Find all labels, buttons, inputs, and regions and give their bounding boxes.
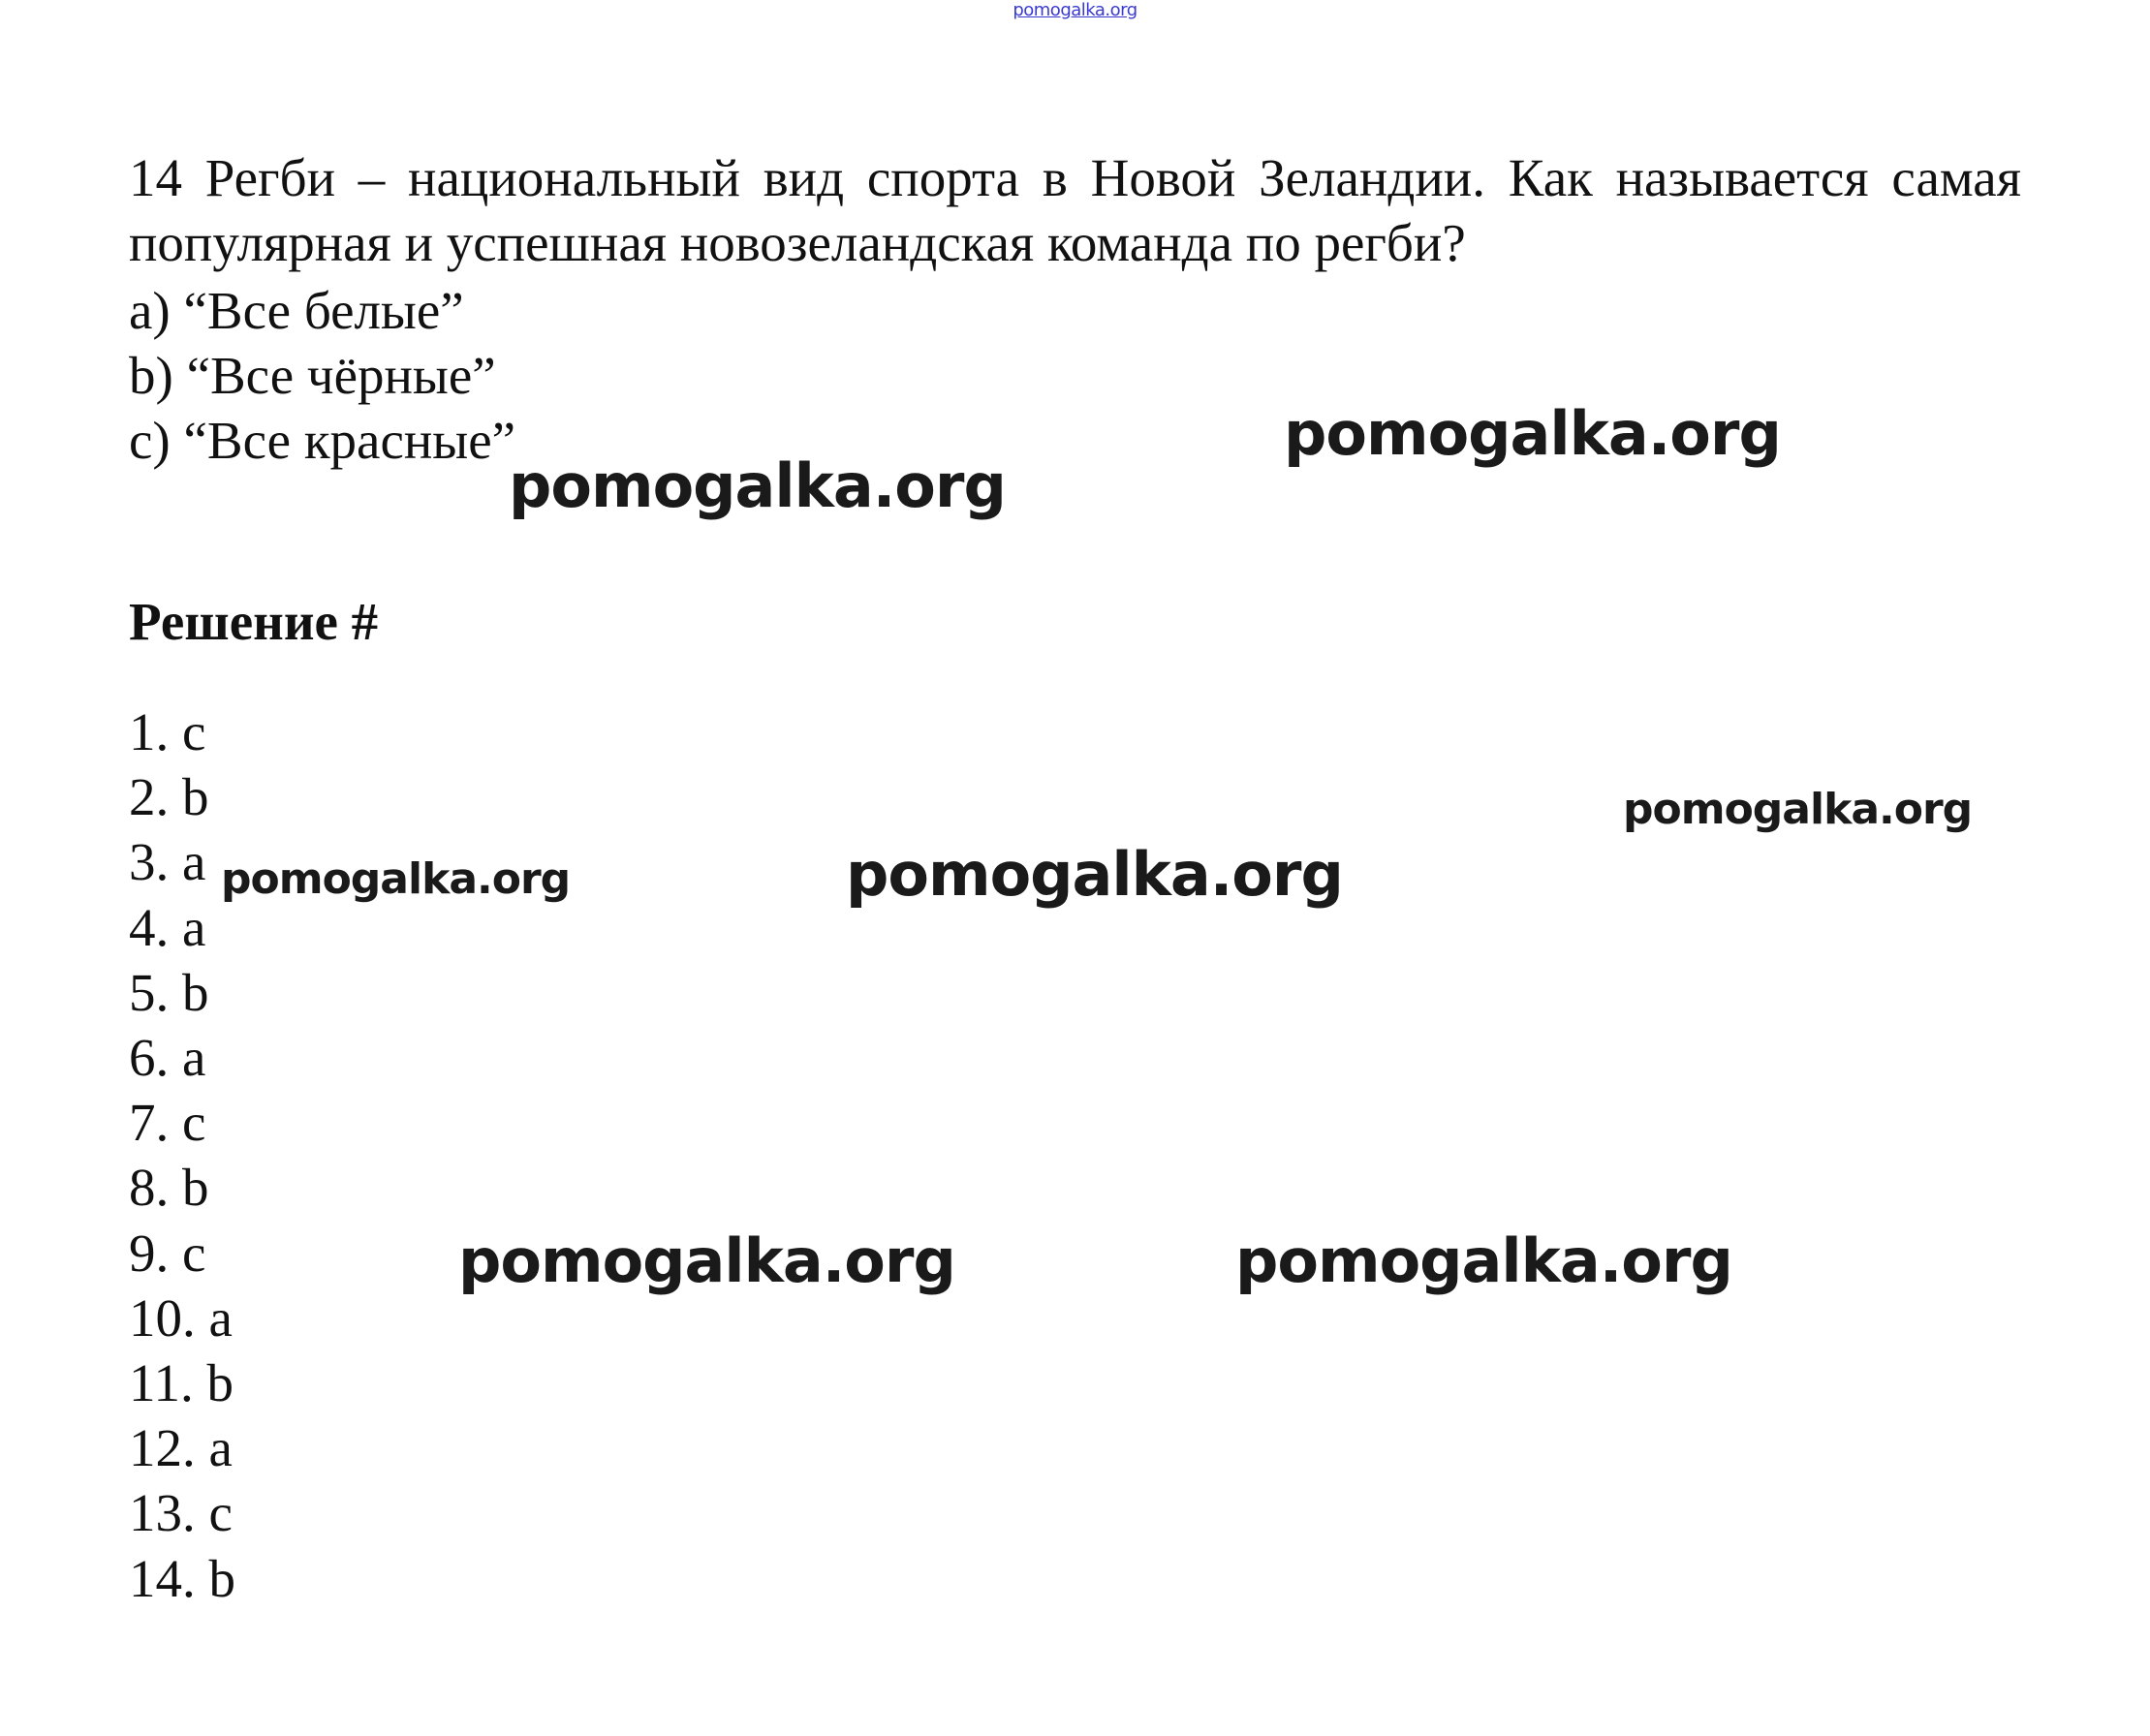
answer-item: 10. a [129, 1287, 233, 1348]
answer-item: 2. b [129, 767, 209, 827]
watermark: pomogalka.org [1235, 1225, 1732, 1296]
solution-heading: Решение # [129, 592, 379, 651]
answer-item: 11. b [129, 1353, 234, 1413]
answer-item: 3. a [129, 832, 206, 892]
site-link[interactable]: pomogalka.org [1013, 0, 1137, 20]
answer-item: 8. b [129, 1158, 209, 1218]
question-text: 14 Регби – национальный вид спорта в Новой Зеландии. Как называется самая популярная и успешная новозеландская команда по регби? [129, 148, 2021, 272]
option-b: b) “Все чёрные” [129, 346, 496, 405]
watermark: pomogalka.org [458, 1225, 955, 1296]
watermark: pomogalka.org [221, 854, 571, 904]
watermark: pomogalka.org [509, 450, 1006, 521]
answer-item: 4. a [129, 897, 206, 957]
answer-item: 5. b [129, 962, 209, 1022]
answer-item: 14. b [129, 1548, 235, 1608]
option-c: c) “Все красные” [129, 411, 516, 470]
answer-item: 12. a [129, 1418, 233, 1478]
answer-item: 1. c [129, 702, 206, 761]
answer-item: 9. c [129, 1223, 206, 1283]
watermark: pomogalka.org [1284, 398, 1781, 469]
watermark: pomogalka.org [1623, 785, 1973, 834]
option-a: a) “Все белые” [129, 281, 464, 340]
answer-item: 6. a [129, 1028, 206, 1088]
answer-item: 7. c [129, 1093, 206, 1153]
answer-item: 13. c [129, 1483, 233, 1543]
watermark: pomogalka.org [846, 839, 1343, 910]
answer-options [129, 278, 515, 473]
answer-list [129, 699, 235, 1611]
